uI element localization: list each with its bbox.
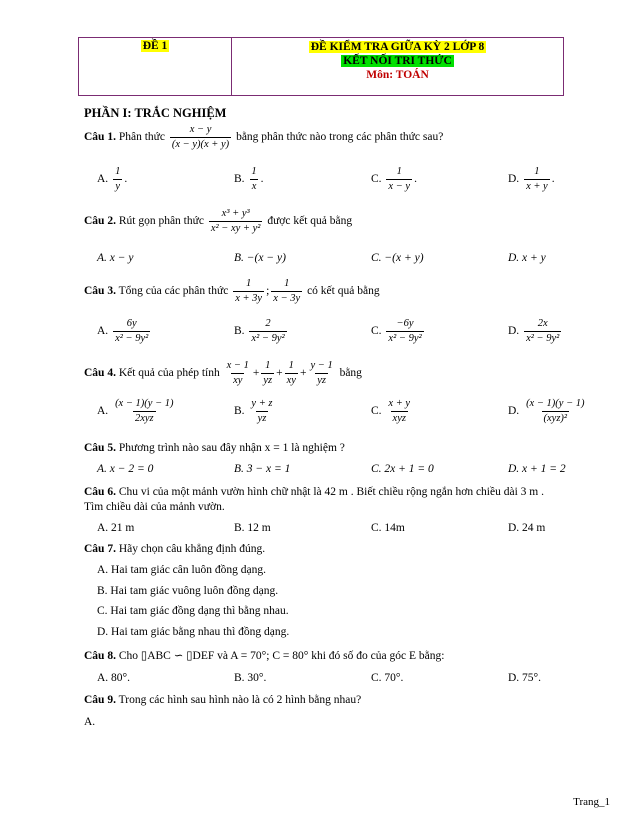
q3-option-b: B. $\frac{2}{\text{x² − 9y²}}$ (234, 318, 285, 344)
q1-option-d: D. $\frac{1}{x + y}$ . (508, 166, 555, 192)
question-1: Câu 1. Phân thức $\frac{x - y}{(x - y)(x + y)}$ bằng phân thức nào trong các phân thức sau? (84, 124, 444, 150)
q6-option-d: D. 24 m (508, 522, 546, 534)
q4-option-a: A. $\frac{(x - 1)(y - 1)}{\text{2xyz}}$ (97, 398, 174, 424)
q6-option-c: C. 14m (371, 522, 405, 534)
question-8: Câu 8. Cho ▯ABC ∽ ▯DEF và A = 70°; C = 80° khi đó số đo của góc E bằng: (84, 650, 445, 662)
q2-option-b: B. −(x − y) (234, 252, 286, 264)
section-title: PHẦN I: TRẮC NGHIỆM (84, 106, 227, 120)
header-box (78, 37, 564, 96)
q1-option-b: B. $\frac{1}{x}$ . (234, 166, 264, 192)
q4-option-c: C. $\frac{x + y}{\text{xyz}}$ (371, 398, 411, 424)
q1-fraction: $\frac{x - y}{(x - y)(x + y)}$ (171, 124, 230, 150)
q1-option-a: A. $\frac{1}{y}$ . (97, 166, 128, 192)
header-title-block (231, 40, 564, 82)
q7-option-d: D. Hai tam giác bằng nhau thì đồng dạng. (97, 626, 290, 638)
q2-option-d: D. x + y (508, 252, 546, 264)
question-3: Câu 3. Tổng của các phân thức $\frac{1}{x + 3y}$ ; $\frac{1}{x - 3y}$ có kết quả bằng (84, 278, 380, 304)
q4-option-d: D. $\frac{(x - 1)(y - 1)}{\text{(xyz)²}}$ (508, 398, 585, 424)
q7-option-a: A. Hai tam giác cân luôn đồng dạng. (97, 564, 266, 576)
q5-option-a: A. x − 2 = 0 (97, 463, 154, 475)
q9-option-a: A. (84, 716, 96, 728)
q3-option-d: D. $\frac{2x}{\text{x² − 9y²}}$ (508, 318, 560, 344)
exam-subject: Môn: TOÁN (366, 69, 429, 81)
q5-option-d: D. x + 1 = 2 (508, 463, 566, 475)
q1-option-c: C. $\frac{1}{x - y}$ . (371, 166, 417, 192)
page-footer: Trang_1 (573, 796, 610, 808)
q2-option-a: A. x − y (97, 252, 134, 264)
q8-option-a: A. 80°. (97, 672, 131, 684)
q6-option-b: B. 12 m (234, 522, 271, 534)
question-6-line2: Tìm chiều dài của mảnh vườn. (84, 501, 225, 513)
q5-option-b: B. 3 − x = 1 (234, 463, 291, 475)
q3-option-a: A. $\frac{6y}{\text{x² − 9y²}}$ (97, 318, 149, 344)
q8-option-d: D. 75°. (508, 672, 542, 684)
q8-option-b: B. 30°. (234, 672, 267, 684)
q7-option-b: B. Hai tam giác vuông luôn đồng dạng. (97, 585, 279, 597)
question-9: Câu 9. Trong các hình sau hình nào là có 2 hình bằng nhau? (84, 694, 362, 706)
q3-option-c: C. $\frac{-6y}{\text{x² − 9y²}}$ (371, 318, 422, 344)
exam-number: ĐỀ 1 (142, 40, 168, 52)
q4-option-b: B. $\frac{y + z}{yz}$ (234, 398, 273, 424)
q7-option-c: C. Hai tam giác đồng dạng thì bằng nhau. (97, 605, 289, 617)
q6-option-a: A. 21 m (97, 522, 135, 534)
q5-option-c: C. 2x + 1 = 0 (371, 463, 434, 475)
question-7: Câu 7. Hãy chọn câu khẳng định đúng. (84, 543, 266, 555)
question-2: Câu 2. Rút gọn phân thức $\frac{\text{x³ + y³}}{\text{x² − xy + y²}}$ được kết quả bằng (84, 208, 353, 234)
q2-fraction: $\frac{\text{x³ + y³}}{\text{x² − xy + y²}}$ (210, 208, 261, 234)
question-6: Câu 6. Chu vi của một mảnh vườn hình chữ nhật là 42 m . Biết chiều rộng ngắn hơn chiều dài 3 m . (84, 486, 544, 498)
exam-series: KẾT NỐI TRI THỨC (343, 55, 452, 67)
question-4: Câu 4. Kết quả của phép tính $\frac{x - 1}{xy}$ + $\frac{1}{yz}$ + $\frac{1}{xy}$ + $\frac{y - 1}{yz}$ bằng (84, 360, 362, 386)
exam-title: ĐỀ KIỂM TRA GIỮA KỲ 2 LỚP 8 (310, 41, 485, 53)
question-5: Câu 5. Phương trình nào sau đây nhận x = 1 là nghiệm ? (84, 442, 345, 454)
q8-option-c: C. 70°. (371, 672, 404, 684)
q2-option-c: C. −(x + y) (371, 252, 424, 264)
